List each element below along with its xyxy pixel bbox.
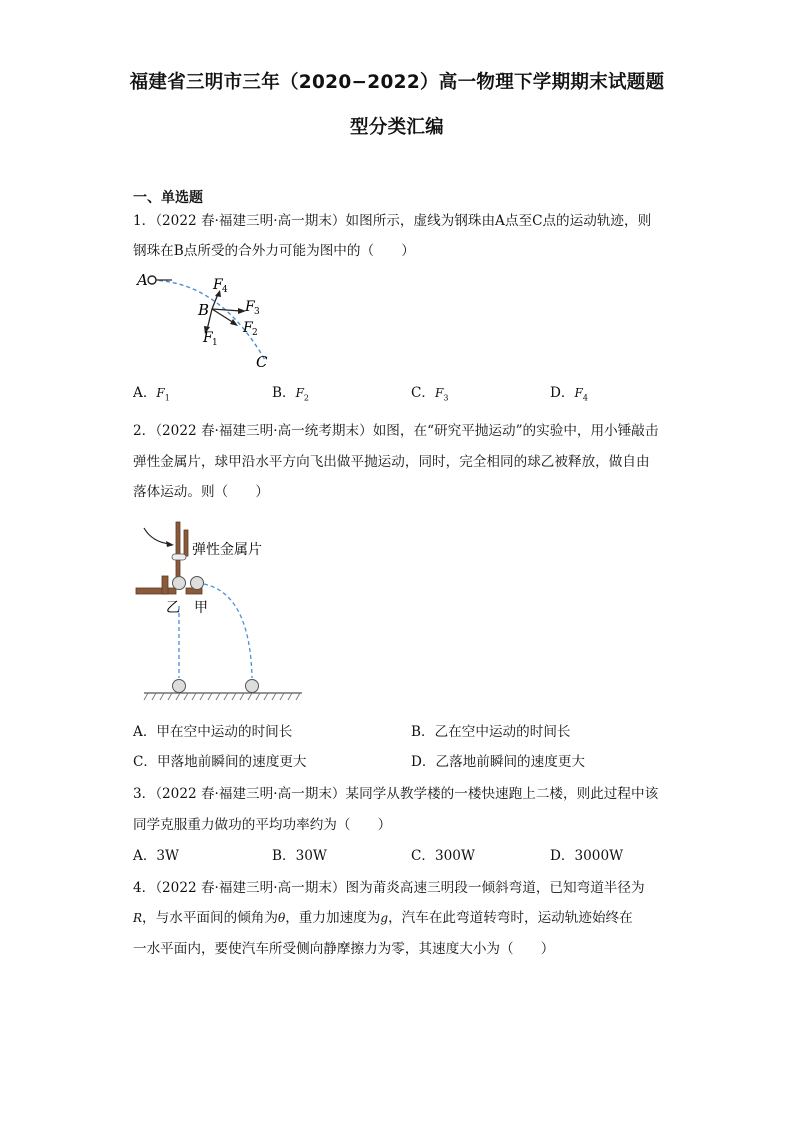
label-jia: 甲 <box>194 600 208 616</box>
q4-stem-line1: 4．（2022 春·福建三明·高一期末）图为莆炎高速三明段一倾斜弯道，已知弯道半径为 <box>133 880 645 896</box>
q1-stem-line1: 1．（2022 春·福建三明·高一期末）如图所示，虚线为钢珠由A点至C点的运动轨迹，则 <box>133 213 652 229</box>
label-metal-plate: 弹性金属片 <box>192 542 262 558</box>
symbol-theta: θ <box>277 911 286 925</box>
q1-option-d-sub: 4 <box>582 393 588 403</box>
q1-option-d[interactable] <box>550 383 588 409</box>
q4-text-a: ，与水平面间的倾角为 <box>142 910 278 926</box>
label-f2: F <box>243 320 253 336</box>
q3-option-c[interactable]: C．300W <box>411 848 475 864</box>
label-f1: F <box>203 330 213 346</box>
q1-option-c-symbol: F <box>435 386 444 400</box>
label-f3: F <box>245 299 255 315</box>
label-f4: F <box>213 277 223 293</box>
q1-option-c-prefix: C． <box>411 385 435 401</box>
q2-stem-line1: 2．（2022 春·福建三明·高一统考期末）如图，在“研究平抛运动”的实验中，用小锤敲击 <box>133 423 659 439</box>
q4-text-c: ，汽车在此弯道转弯时，运动轨迹始终在 <box>388 910 633 926</box>
q4-stem-line2 <box>133 908 633 928</box>
q3-option-b[interactable]: B．30W <box>272 848 327 864</box>
q3-option-a[interactable]: A．3W <box>133 848 180 864</box>
label-f4-sub: 4 <box>222 285 228 295</box>
q2-stem-line3: 落体运动。则（ ） <box>133 484 269 500</box>
q1-trajectory-figure <box>130 268 290 376</box>
q3-stem-line1: 3．（2022 春·福建三明·高一期末）某同学从教学楼的一楼快速跑上二楼，则此过程中该 <box>133 786 659 802</box>
q1-stem-line2: 钢珠在B点所受的合外力可能为图中的（ ） <box>133 243 415 259</box>
q1-option-b-sub: 2 <box>303 393 310 403</box>
symbol-r: R <box>133 911 143 925</box>
q3-stem-line2: 同学克服重力做功的平均功率约为（ ） <box>133 817 392 833</box>
label-f1-sub: 1 <box>212 338 218 348</box>
q1-option-d-symbol: F <box>574 386 583 400</box>
q2-option-d[interactable]: D．乙落地前瞬间的速度更大 <box>411 754 586 770</box>
q1-option-a-symbol: F <box>156 386 165 400</box>
arrow-f2 <box>212 309 234 323</box>
label-b: B <box>198 301 210 319</box>
label-f3-sub: 3 <box>254 307 260 317</box>
label-c: C <box>256 353 268 371</box>
q1-option-b-prefix: B． <box>272 385 296 401</box>
page-title-line1: 福建省三明市三年（2020−2022）高一物理下学期期末试题题 <box>129 72 665 93</box>
q4-stem-line3: 一水平面内，要使汽车所受侧向静摩擦力为零，其速度大小为（ ） <box>133 941 555 957</box>
symbol-g: g <box>380 911 389 925</box>
q1-option-d-prefix: D． <box>550 385 575 401</box>
q3-option-d[interactable]: D．3000W <box>550 848 624 864</box>
q4-text-b: ，重力加速度为 <box>285 910 381 926</box>
q2-projectile-figure <box>132 516 312 706</box>
q2-option-b[interactable]: B．乙在空中运动的时间长 <box>411 724 571 740</box>
section-heading: 一、单选题 <box>133 190 203 206</box>
q1-option-a[interactable] <box>133 383 170 409</box>
arrow-f3 <box>212 309 241 311</box>
q2-stem-line2: 弹性金属片，球甲沿水平方向飞出做平抛运动，同时，完全相同的球乙被释放，做自由 <box>133 454 650 470</box>
q2-option-a[interactable]: A．甲在空中运动的时间长 <box>133 724 293 740</box>
page-title-line2: 型分类汇编 <box>349 117 444 138</box>
label-yi: 乙 <box>166 600 180 616</box>
q2-option-c[interactable]: C．甲落地前瞬间的速度更大 <box>133 754 307 770</box>
q1-option-a-prefix: A． <box>133 385 157 401</box>
label-f2-sub: 2 <box>252 328 258 338</box>
q1-option-a-sub: 1 <box>164 393 170 403</box>
q1-option-b-symbol: F <box>295 386 304 400</box>
label-a: A <box>137 271 148 289</box>
q1-option-b[interactable] <box>272 383 309 409</box>
q1-option-c-sub: 3 <box>443 393 449 403</box>
q1-option-c[interactable] <box>411 383 448 409</box>
